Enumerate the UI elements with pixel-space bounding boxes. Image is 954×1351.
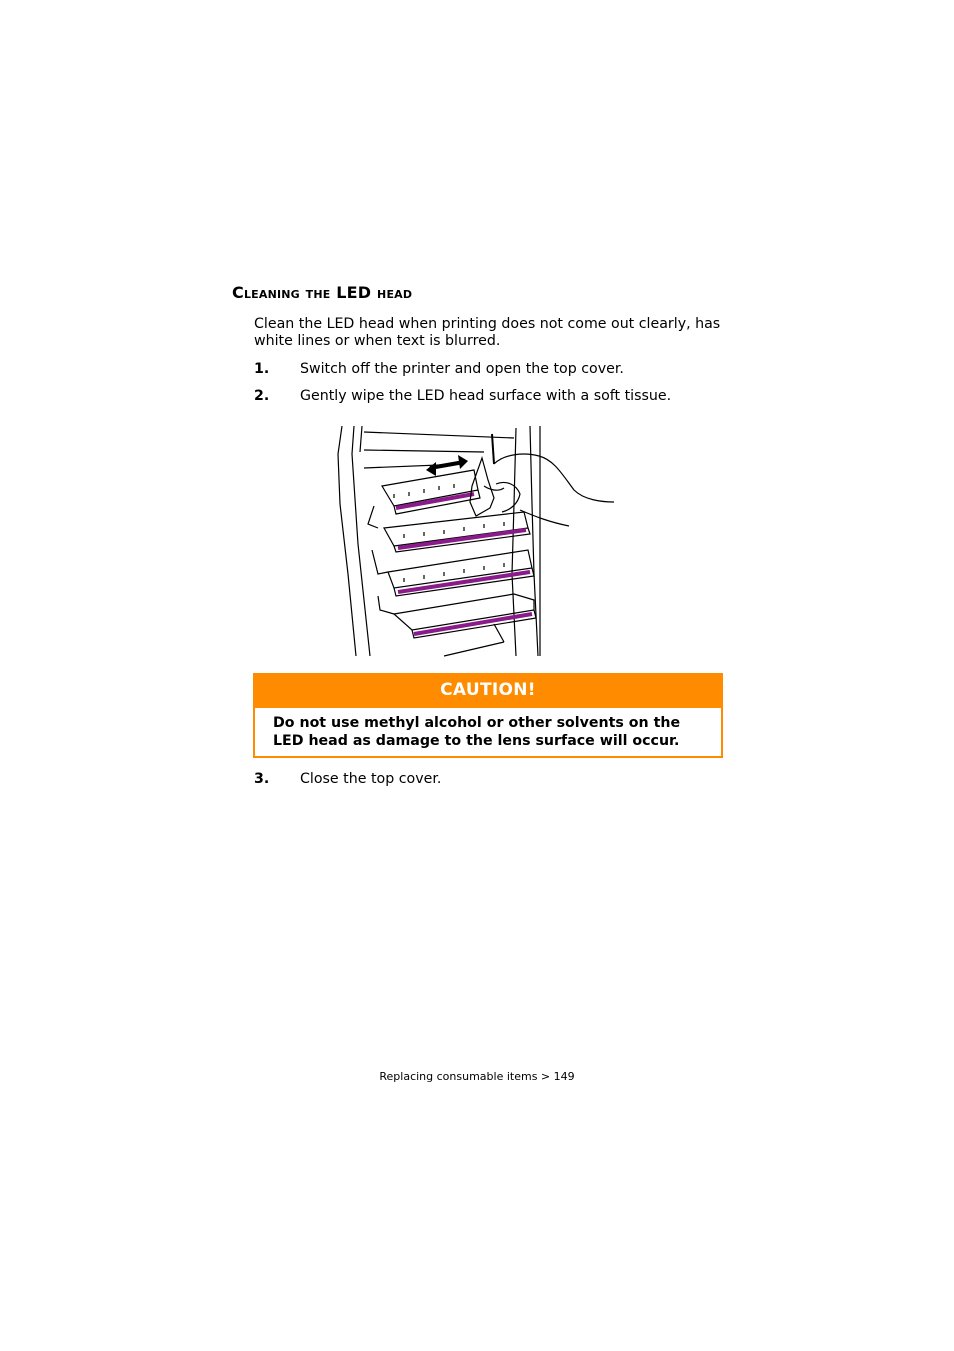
step-number: 2. <box>254 388 270 404</box>
step-number: 3. <box>254 771 270 787</box>
step-number: 1. <box>254 361 270 377</box>
caution-text: Do not use methyl alcohol or other solvents on the LED head as damage to the lens surface will occur. <box>273 715 681 749</box>
caution-heading: CAUTION! <box>255 675 721 708</box>
page-footer: Replacing consumable items > 149 <box>379 1070 575 1083</box>
section-title: Cleaning the LED head <box>232 283 413 302</box>
step-text: Gently wipe the LED head surface with a soft tissue. <box>300 388 672 404</box>
step-text: Switch off the printer and open the top cover. <box>300 361 624 377</box>
step-text: Close the top cover. <box>300 771 442 787</box>
intro-paragraph: Clean the LED head when printing does not come out clearly, has white lines or when text is blurred. <box>254 316 721 349</box>
led-head-cleaning-illustration <box>334 424 624 658</box>
caution-box <box>253 673 723 758</box>
